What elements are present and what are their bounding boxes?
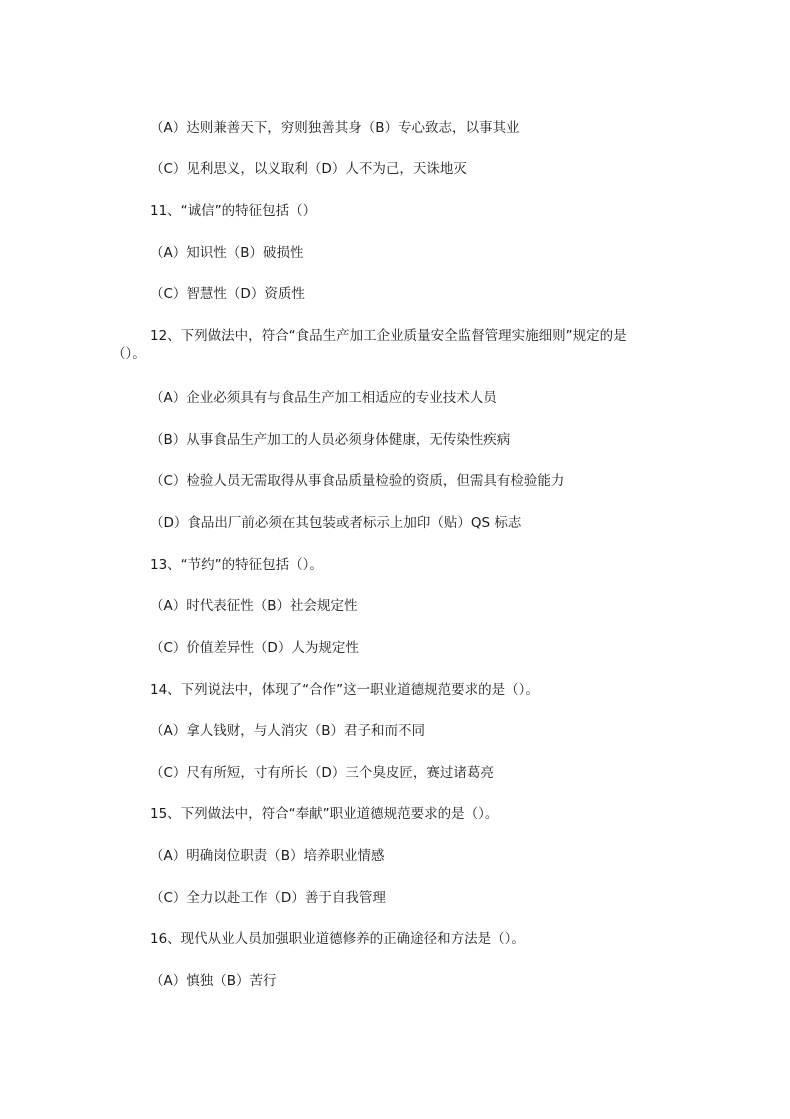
question-line: 16、现代从业人员加强职业道德修养的正确途径和方法是（）。	[150, 931, 525, 947]
question-line: 13、“节约”的特征包括（）。	[150, 557, 323, 573]
question-line	[112, 327, 665, 363]
question-line: 14、下列说法中，体现了“合作”这一职业道德规范要求的是（）。	[150, 682, 539, 698]
option-line: （B）从事食品生产加工的人员必须身体健康，无传染性疾病	[150, 432, 511, 448]
option-line: （A）慎独（B）苦行	[150, 973, 277, 989]
option-line: （A）明确岗位职责（B）培养职业情感	[150, 848, 385, 864]
option-line: （C）见利思义，以义取利（D）人不为己，天诛地灭	[150, 161, 467, 177]
question-line: 15、下列做法中，符合“奉献”职业道德规范要求的是（）。	[150, 806, 499, 822]
option-line: （A）企业必须具有与食品生产加工相适应的专业技术人员	[150, 390, 497, 406]
question-text-line1: 12、下列做法中，符合“食品生产加工企业质量安全监督管理实施细则”规定的是	[150, 328, 627, 344]
option-line: （C）价值差异性（D）人为规定性	[150, 640, 359, 656]
option-line: （A）拿人钱财，与人消灾（B）君子和而不同	[150, 723, 425, 739]
option-line: （D）食品出厂前必须在其包装或者标示上加印（贴）QS 标志	[150, 515, 522, 531]
option-line: （C）智慧性（D）资质性	[150, 286, 305, 302]
question-line: 11、“诚信”的特征包括（）	[150, 203, 317, 219]
option-line: （C）检验人员无需取得从事食品质量检验的资质，但需具有检验能力	[150, 473, 565, 489]
option-line: （C）尺有所短，寸有所长（D）三个臭皮匠，赛过诸葛亮	[150, 765, 494, 781]
option-line: （A）达则兼善天下，穷则独善其身（B）专心致志，以事其业	[150, 120, 520, 136]
option-line: （C）全力以赴工作（D）善于自我管理	[150, 890, 386, 906]
option-line: （A）时代表征性（B）社会规定性	[150, 598, 358, 614]
question-text-line2: （）。	[112, 346, 146, 362]
option-line: （A）知识性（B）破损性	[150, 245, 304, 261]
